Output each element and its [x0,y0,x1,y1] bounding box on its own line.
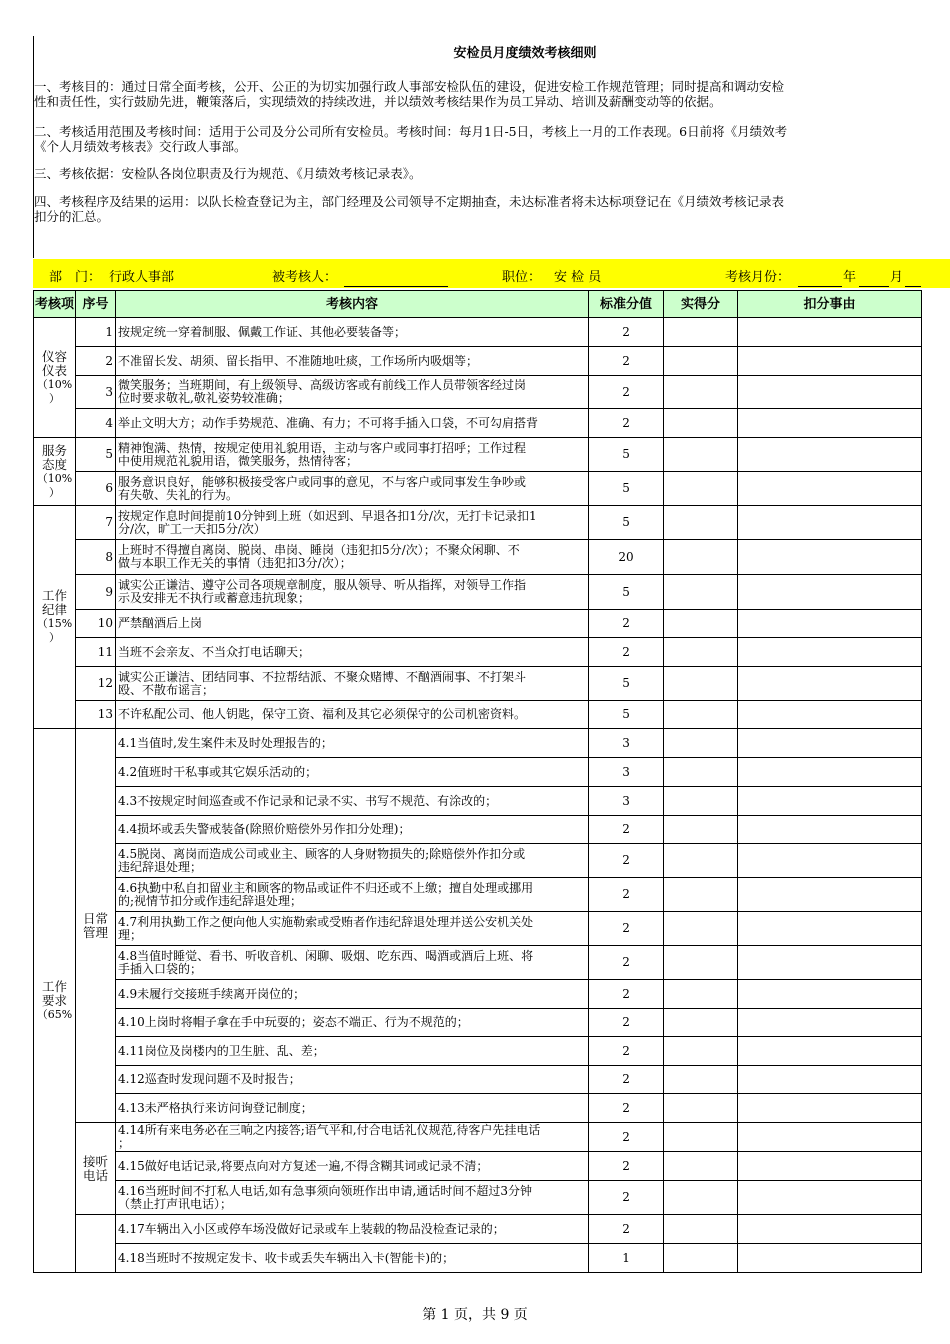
standard-score-cell: 2 [589,409,664,438]
seq-cell: 11 [76,638,116,667]
seq-cell: 12 [76,667,116,701]
deduction-reason-cell[interactable] [738,667,922,701]
deduction-reason-cell[interactable] [738,1123,922,1152]
standard-score-cell: 2 [589,347,664,376]
paragraph-procedure [34,195,950,224]
content-cell [116,575,589,610]
content-cell [116,1215,589,1244]
deduction-reason-cell[interactable] [738,506,922,540]
month-char: 月 [890,270,904,285]
standard-score-cell: 5 [589,506,664,540]
paragraph-line: 四、考核程序及结果的运用：以队长检查登记为主，部门经理及公司领导不定期抽查，未达标准者将未达标项登记在《月绩效考核记录表 [34,194,785,209]
actual-score-cell[interactable] [664,1244,738,1273]
page-footer: 第 1 页，共 9 页 [422,1307,528,1323]
content-line: 4.11岗位及岗楼内的卫生脏、乱、差； [118,1043,325,1058]
category-label-line: （10% [36,377,73,391]
actual-score-cell[interactable] [664,376,738,409]
table-row [34,1123,922,1152]
paragraph-line: 二、考核适用范围及考核时间：适用于公司及分公司所有安检员。考核时间：每月1日-5日，考核上一月的工作表现。6日前将《月绩效考 [34,124,788,139]
table-row [34,638,922,667]
year-char: 年 [843,270,857,285]
content-line: 4.18当班时不按规定发卡、收卡或丢失车辆出入卡(智能卡)的； [118,1250,455,1265]
content-cell [116,844,589,878]
assessment-table [33,290,922,1273]
paragraph-scope [34,125,950,154]
content-line: 严禁酗酒后上岗 [118,616,203,630]
deduction-reason-cell[interactable] [738,1094,922,1123]
standard-score-cell: 2 [589,1066,664,1094]
actual-score-cell[interactable] [664,816,738,844]
content-line: 做与本职工作无关的事情（违犯扣3分/次）； [118,556,352,570]
page-title: 安检员月度绩效考核细则 [453,46,597,61]
standard-score-cell: 2 [589,638,664,667]
actual-score-cell[interactable] [664,844,738,878]
deduction-reason-cell[interactable] [738,1152,922,1181]
deduction-reason-cell[interactable] [738,946,922,980]
seq-cell: 7 [76,506,116,540]
deduction-reason-cell[interactable] [738,729,922,758]
content-cell [116,729,589,758]
content-cell [116,1123,589,1152]
actual-score-cell[interactable] [664,758,738,787]
seq-cell: 8 [76,540,116,575]
content-cell [116,701,589,729]
content-cell [116,409,589,438]
content-cell [116,438,589,472]
seq-cell: 2 [76,347,116,376]
standard-score-cell: 3 [589,758,664,787]
table-row [34,980,922,1009]
standard-score-cell: 3 [589,729,664,758]
actual-score-cell[interactable] [664,701,738,729]
category-label-line: 仪容 [42,348,68,364]
assessee-label: 被考核人： [272,270,338,285]
table-row [34,610,922,638]
table-row [34,701,922,729]
seq-cell: 10 [76,610,116,638]
content-cell [116,1244,589,1273]
deduction-reason-cell[interactable] [738,438,922,472]
deduction-reason-cell[interactable] [738,610,922,638]
actual-score-cell[interactable] [664,980,738,1009]
standard-score-cell: 2 [589,610,664,638]
deduction-reason-cell[interactable] [738,1215,922,1244]
content-line: 有失敬、失礼的行为。 [118,487,239,502]
deduction-reason-cell[interactable] [738,347,922,376]
actual-score-cell[interactable] [664,409,738,438]
actual-score-cell[interactable] [664,575,738,610]
paragraph-basis [34,167,950,182]
content-line: 当班不会亲友、不当众打电话聊天； [118,644,311,659]
content-line: 4.7利用执勤工作之便向他人实施勒索或受贿者作违纪辞退处理并送公安机关处 [118,914,534,929]
standard-score-cell: 20 [589,540,664,575]
category-label-line: ） [49,631,60,644]
content-line: 4.1当值时,发生案件未及时处理报告的； [118,735,333,750]
deduction-reason-cell[interactable] [738,1244,922,1273]
standard-score-cell: 2 [589,946,664,980]
table-row [34,946,922,980]
header-actual: 实得分 [664,291,738,318]
standard-score-cell: 2 [589,318,664,347]
table-row [34,1037,922,1066]
content-line: 的;视情节扣分或作违纪辞退处理； [118,893,303,908]
table-row [34,347,922,376]
table-row [34,1215,922,1244]
deduction-reason-cell[interactable] [738,376,922,409]
content-line: 4.15做好电话记录,将要点向对方复述一遍,不得含糊其词或记录不清； [118,1158,489,1173]
table-row [34,540,922,575]
standard-score-cell: 1 [589,1244,664,1273]
actual-score-cell[interactable] [664,1009,738,1037]
content-cell [116,1152,589,1181]
table-row [34,816,922,844]
actual-score-cell[interactable] [664,540,738,575]
deduction-reason-cell[interactable] [738,1037,922,1066]
deduction-reason-cell[interactable] [738,701,922,729]
content-cell [116,1181,589,1215]
category-discipline [34,506,76,729]
standard-score-cell: 2 [589,376,664,409]
paragraph-line: 三、考核依据：安检队各岗位职责及行为规范、《月绩效考核记录表》。 [34,166,422,181]
table-row [34,1244,922,1273]
content-line: 4.8当值时睡觉、看书、听收音机、闲聊、吸烟、吃东西、喝酒或酒后上班、将 [118,948,534,963]
category-label-line: 工作 [42,588,68,603]
category-label-line: 日常 [83,910,109,926]
header-standard: 标准分值 [589,291,664,318]
month-label: 考核月份： [725,270,791,285]
content-cell [116,1009,589,1037]
standard-score-cell: 5 [589,667,664,701]
content-line: 4.10上岗时将帽子拿在手中玩耍的；姿态不端正、行为不规范的； [118,1015,469,1029]
content-cell [116,347,589,376]
content-line: 4.5脱岗、离岗而造成公司或业主、顾客的人身财物损失的;除赔偿外作扣分或 [118,846,526,861]
content-cell [116,610,589,638]
table-row [34,1094,922,1123]
table-row [34,1066,922,1094]
seq-cell: 4 [76,409,116,438]
category-label-line: （15% [36,617,73,630]
deduction-reason-cell[interactable] [738,540,922,575]
content-line: ； [118,1136,131,1150]
content-line: 4.13未严格执行来访问询登记制度； [118,1100,313,1115]
content-line: 不许私配公司、他人钥匙，保守工资、福利及其它必须保守的公司机密资料。 [118,707,527,721]
table-row [34,844,922,878]
category-label-line: ） [49,485,60,499]
content-line: 殴、不散布谣言； [118,682,215,697]
content-cell [116,758,589,787]
content-cell [116,638,589,667]
paragraph-line: 扣分的汇总。 [34,208,110,224]
actual-score-cell[interactable] [664,438,738,472]
content-cell [116,787,589,816]
content-line: 精神饱满、热情，按规定使用礼貌用语，主动与客户或同事打招呼；工作过程 [118,440,527,455]
content-cell [116,540,589,575]
standard-score-cell: 5 [589,575,664,610]
actual-score-cell[interactable] [664,946,738,980]
seq-cell: 3 [76,376,116,409]
category-label-line: （10% [36,471,73,485]
content-line: 违纪辞退处理； [118,859,203,874]
table-row [34,878,922,912]
table-row [34,472,922,506]
subcategory-daily [76,729,116,1123]
header-category: 考核项 [34,291,76,318]
standard-score-cell: 2 [589,1215,664,1244]
table-row [34,912,922,946]
deduction-reason-cell[interactable] [738,1181,922,1215]
deduction-reason-cell[interactable] [738,638,922,667]
standard-score-cell: 5 [589,438,664,472]
category-work [34,729,76,1273]
content-cell [116,1037,589,1066]
content-cell [116,946,589,980]
content-line: 位时要求敬礼,敬礼姿势较准确； [118,391,290,405]
content-line: 分/次，旷工一天扣5分/次） [118,521,266,536]
deduction-reason-cell[interactable] [738,787,922,816]
header-content: 考核内容 [116,291,589,318]
actual-score-cell[interactable] [664,472,738,506]
table-row [34,1009,922,1037]
content-cell [116,816,589,844]
table-row [34,438,922,472]
header-reason: 扣分事由 [738,291,922,318]
content-cell [116,980,589,1009]
deduction-reason-cell[interactable] [738,816,922,844]
category-label-line: ） [49,391,60,405]
content-line: 按规定统一穿着制服、佩戴工作证、其他必要装备等； [118,324,407,339]
content-line: 4.16当班时间不打私人电话,如有急事须向领班作出申请,通话时间不超过3分钟 [118,1183,533,1198]
actual-score-cell[interactable] [664,347,738,376]
content-line: 理； [118,927,143,942]
position-value: 安 检 员 [554,270,602,285]
category-label-line: 要求 [42,992,68,1008]
content-line: 4.12巡查时发现问题不及时报告； [118,1072,301,1086]
content-cell [116,912,589,946]
subcategory-empty [76,1215,116,1273]
actual-score-cell[interactable] [664,667,738,701]
category-label-line: 工作 [42,978,68,994]
subcategory-phone [76,1123,116,1215]
standard-score-cell: 2 [589,912,664,946]
actual-score-cell[interactable] [664,506,738,540]
content-cell [116,1066,589,1094]
category-appearance [34,318,76,438]
seq-cell: 1 [76,318,116,347]
deduction-reason-cell[interactable] [738,980,922,1009]
deduction-reason-cell[interactable] [738,1009,922,1037]
standard-score-cell: 3 [589,787,664,816]
actual-score-cell[interactable] [664,787,738,816]
content-line: 服务意识良好，能够积极接受客户或同事的意见，不与客户或同事发生争吵或 [118,474,527,489]
content-line: 诚实公正谦洁、团结同事、不拉帮结派、不聚众赌博、不酗酒闹事、不打架斗 [118,669,527,684]
deduction-reason-cell[interactable] [738,575,922,610]
paragraph-line: 性和责任性，实行鼓励先进，鞭策落后，实现绩效的持续改进，并以绩效考核结果作为员工异动、培训及薪酬变动等的依据。 [34,93,722,109]
standard-score-cell: 2 [589,1094,664,1123]
content-line: 示及安排无不执行或蓄意违抗现象； [118,591,311,605]
content-cell [116,472,589,506]
category-label-line: 接听 [83,1153,109,1169]
category-label-line: 纪律 [42,602,68,617]
actual-score-cell[interactable] [664,638,738,667]
deduction-reason-cell[interactable] [738,844,922,878]
table-row [34,1181,922,1215]
paragraph-line: 一、考核目的：通过日常全面考核，公开、公正的为切实加强行政人事部安检队伍的建设，促进安检工作规范管理；同时提高和调动安检 [34,79,785,94]
standard-score-cell: 5 [589,701,664,729]
standard-score-cell: 2 [589,844,664,878]
actual-score-cell[interactable] [664,729,738,758]
dept-value: 行政人事部 [109,270,175,285]
table-row [34,729,922,758]
table-row [34,409,922,438]
content-cell [116,318,589,347]
category-label-line: 管理 [83,924,109,940]
standard-score-cell: 2 [589,1123,664,1152]
table-row [34,667,922,701]
table-row [34,787,922,816]
seq-cell: 9 [76,575,116,610]
deduction-reason-cell[interactable] [738,472,922,506]
category-label-line: 仪表 [42,362,68,378]
table-header-row [34,291,922,318]
content-line: （禁止打声讯电话）； [118,1196,233,1211]
dept-label: 部 门： [49,270,102,285]
seq-cell: 13 [76,701,116,729]
actual-score-cell[interactable] [664,318,738,347]
category-label-line: 态度 [42,456,68,472]
table-row [34,1152,922,1181]
standard-score-cell: 2 [589,980,664,1009]
paragraph-purpose [34,80,950,109]
content-line: 4.17车辆出入小区或停车场没做好记录或车上装载的物品没检查记录的； [118,1221,505,1236]
category-label-line: 电话 [83,1167,109,1183]
content-line: 4.4损坏或丢失警戒装备(除照价赔偿外另作扣分处理)； [118,822,411,836]
deduction-reason-cell[interactable] [738,409,922,438]
content-line: 4.14所有来电务必在三响之内接答;语气平和,付合电话礼仪规范,待客户先挂电话 [118,1123,541,1137]
content-line: 4.6执勤中私自扣留业主和顾客的物品或证件不归还或不上缴；擅自处理或挪用 [118,880,534,895]
deduction-reason-cell[interactable] [738,318,922,347]
table-row [34,575,922,610]
content-line: 微笑服务；当班期间，有上级领导、高级访客或有前线工作人员带领客经过岗 [118,378,527,392]
table-row [34,376,922,409]
paragraph-line: 《个人月绩效考核表》交行政人事部。 [34,138,247,154]
seq-cell: 5 [76,438,116,472]
content-line: 4.9未履行交接班手续离开岗位的； [118,986,306,1001]
content-line: 4.3不按规定时间巡查或不作记录和记录不实、书写不规范、有涂改的； [118,793,498,808]
content-line: 举止文明大方；动作手势规范、准确、有力；不可将手插入口袋，不可勾肩搭背 [118,415,539,430]
standard-score-cell: 2 [589,1037,664,1066]
content-cell [116,667,589,701]
content-cell [116,1094,589,1123]
actual-score-cell[interactable] [664,1123,738,1152]
seq-cell: 6 [76,472,116,506]
table-row [34,758,922,787]
table-row [34,506,922,540]
table-row [34,318,922,347]
standard-score-cell: 2 [589,816,664,844]
standard-score-cell: 2 [589,1181,664,1215]
header-seq: 序号 [76,291,116,318]
actual-score-cell[interactable] [664,1066,738,1094]
actual-score-cell[interactable] [664,1181,738,1215]
content-cell [116,506,589,540]
deduction-reason-cell[interactable] [738,758,922,787]
content-line: 4.2值班时干私事或其它娱乐活动的； [118,764,318,779]
actual-score-cell[interactable] [664,1037,738,1066]
info-band [33,259,950,288]
standard-score-cell: 2 [589,1152,664,1181]
standard-score-cell: 2 [589,1009,664,1037]
actual-score-cell[interactable] [664,912,738,946]
deduction-reason-cell[interactable] [738,1066,922,1094]
content-line: 中使用规范礼貌用语，微笑服务，热情待客； [118,453,359,468]
content-line: 按规定作息时间提前10分钟到上班（如迟到、早退各扣1分/次，无打卡记录扣1 [118,508,537,523]
actual-score-cell[interactable] [664,878,738,912]
category-service [34,438,76,506]
content-line: 手插入口袋的； [118,961,203,976]
content-cell [116,878,589,912]
deduction-reason-cell[interactable] [738,878,922,912]
deduction-reason-cell[interactable] [738,912,922,946]
actual-score-cell[interactable] [664,1152,738,1181]
actual-score-cell[interactable] [664,610,738,638]
position-label: 职位： [502,270,542,285]
content-line: 上班时不得擅自离岗、脱岗、串岗、睡岗（违犯扣5分/次）；不聚众闲聊、不 [118,543,520,557]
actual-score-cell[interactable] [664,1094,738,1123]
content-line: 诚实公正谦洁、遵守公司各项规章制度，服从领导、听从指挥，对领导工作指 [118,578,527,592]
content-line: 不准留长发、胡须、留长指甲、不准随地吐痰，工作场所内吸烟等； [118,353,479,368]
standard-score-cell: 2 [589,878,664,912]
category-label-line: （65% [36,1007,73,1021]
content-cell [116,376,589,409]
actual-score-cell[interactable] [664,1215,738,1244]
category-label-line: 服务 [42,442,68,458]
standard-score-cell: 5 [589,472,664,506]
